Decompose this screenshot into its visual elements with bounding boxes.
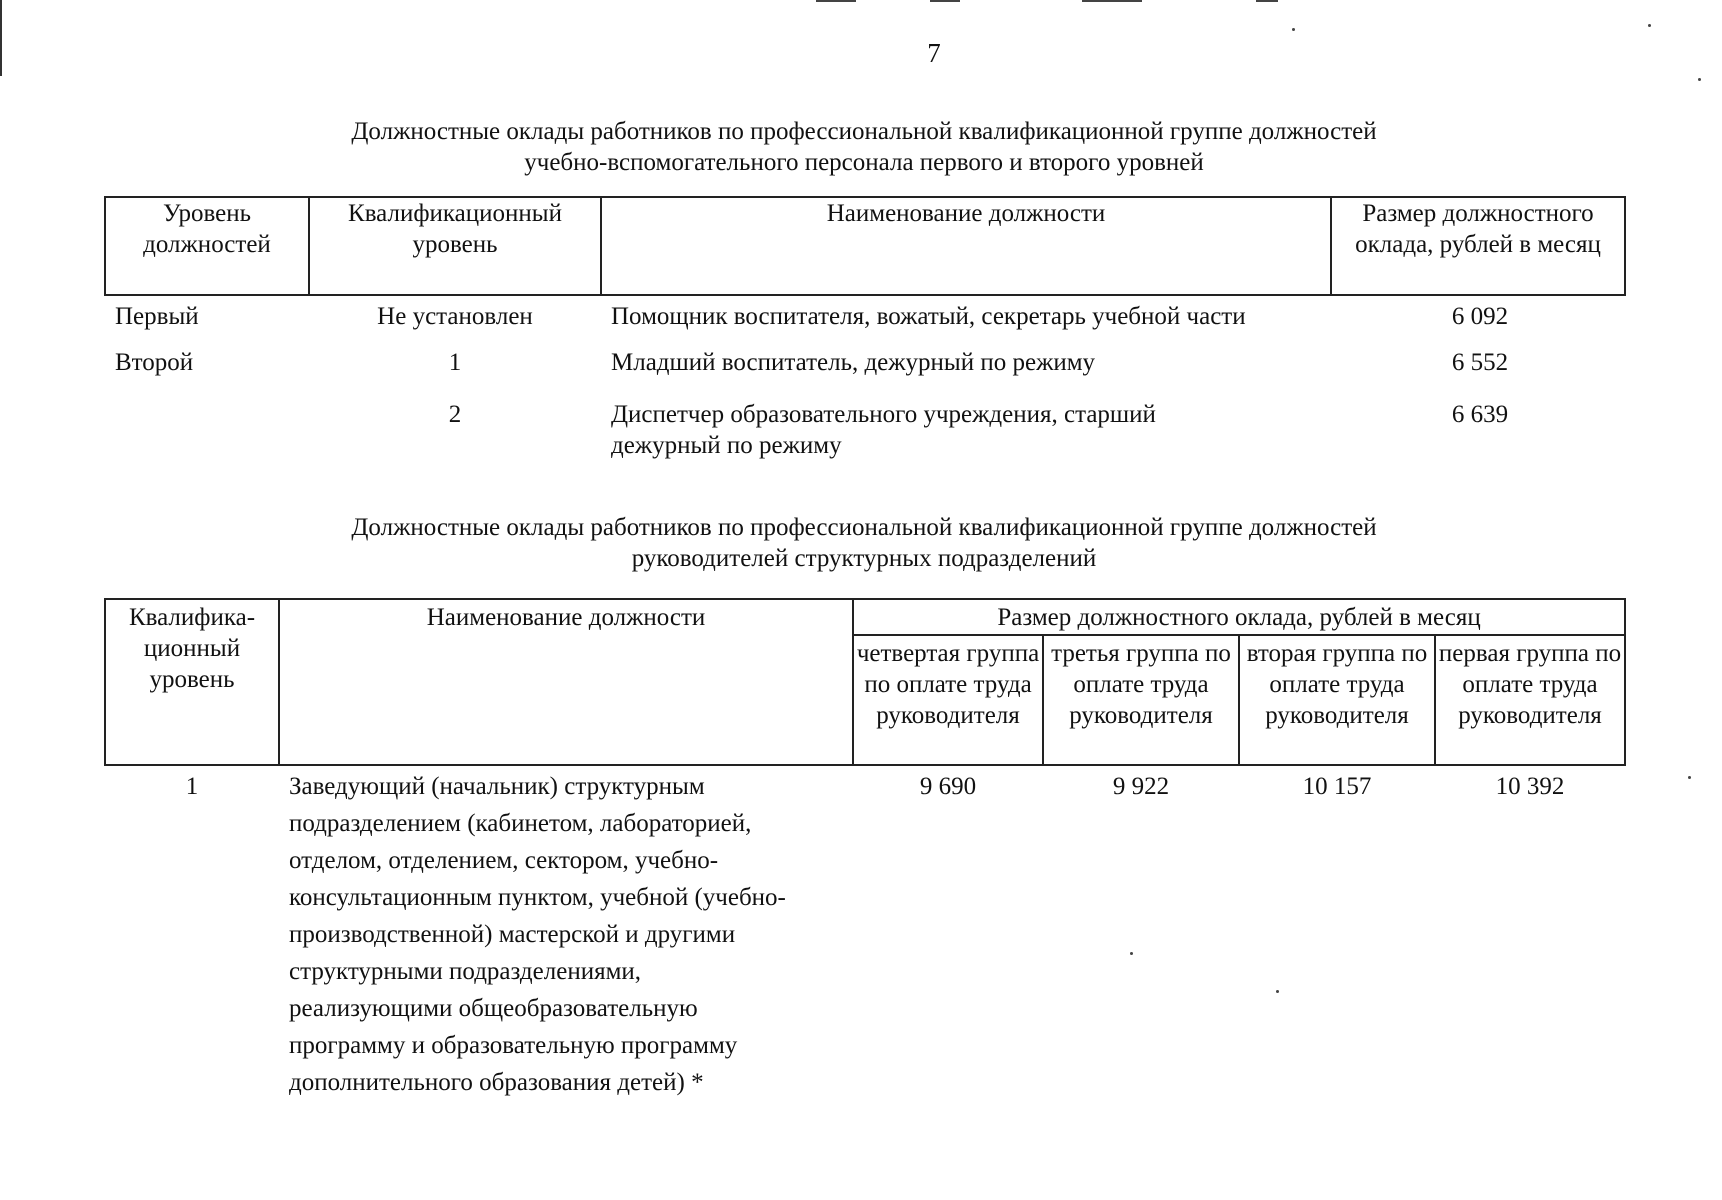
column-header-group2: вторая группа по оплате труда руководителя <box>1239 635 1435 765</box>
table-row <box>105 347 1625 399</box>
scan-speck <box>1648 24 1651 27</box>
cell-salary-group4: 9 690 <box>919 773 977 800</box>
column-header-level: Уровень должностей <box>105 197 309 295</box>
scan-speck <box>1292 28 1295 31</box>
cell-level: Первый <box>115 303 199 330</box>
column-header-group1: первая группа по оплате труда руководителя <box>1435 635 1625 765</box>
cell-salary-group2: 10 157 <box>1302 773 1372 800</box>
cell-salary-group3: 9 922 <box>1112 773 1170 800</box>
table-header-row <box>105 197 1625 295</box>
scan-artifact <box>1082 0 1142 2</box>
cell-level <box>105 399 309 463</box>
column-header-group4: четвертая группа по оплате труда руководителя <box>853 635 1043 765</box>
column-header-qualification: Квалифика-ционный уровень <box>105 599 279 765</box>
column-header-qualification: Квалификационный уровень <box>309 197 601 295</box>
column-header-salary-group: Размер должностного оклада, рублей в месяц <box>853 599 1625 635</box>
table-row <box>105 295 1625 347</box>
scan-artifact <box>1256 0 1278 2</box>
cell-qualification: Не установлен <box>377 303 533 330</box>
section-title-line: руководителей структурных подразделений <box>631 545 1097 572</box>
cell-position: Помощник воспитателя, вожатый, секретарь учебной части <box>611 303 1246 330</box>
salary-table-support-staff <box>104 196 1626 463</box>
column-header-position: Наименование должности <box>279 599 853 765</box>
table-row <box>105 399 1625 463</box>
table-header-row <box>105 599 1625 635</box>
column-header-group3: третья группа по оплате труда руководителя <box>1043 635 1239 765</box>
scan-speck <box>1688 776 1691 779</box>
cell-salary: 6 639 <box>1451 401 1509 428</box>
salary-table-department-heads <box>104 598 1626 1101</box>
cell-position: Диспетчер образовательного учреждения, старший дежурный по режиму <box>611 401 1156 459</box>
column-header-position: Наименование должности <box>601 197 1331 295</box>
cell-salary: 6 092 <box>1451 303 1509 330</box>
section-title <box>104 512 1624 574</box>
table-row <box>105 765 1625 1101</box>
section-title-line: учебно-вспомогательного персонала первого и второго уровней <box>524 149 1204 176</box>
column-header-salary: Размер должностного оклада, рублей в месяц <box>1331 197 1625 295</box>
cell-position: Младший воспитатель, дежурный по режиму <box>611 349 1096 376</box>
page-number: 7 <box>927 38 941 68</box>
cell-qualification: 2 <box>448 401 462 428</box>
cell-salary: 6 552 <box>1451 349 1509 376</box>
cell-qualification: 1 <box>185 773 199 800</box>
section-title <box>104 116 1624 178</box>
section-title-line: Должностные оклады работников по профессиональной квалификационной группе должностей <box>351 118 1377 145</box>
cell-level: Второй <box>115 349 194 376</box>
scan-speck <box>1698 78 1701 81</box>
scan-artifact <box>816 0 856 2</box>
cell-position: Заведующий (начальник) структурным подразделением (кабинетом, лабораторией, отделом, отделением, сектором, учебно-консультационным пунктом, учебной (учебно-производственной) мастерской и другими структурными подразделениями, реализующими общеобразовательную программу и образовательную программу дополнительного образования детей) * <box>289 773 786 1096</box>
section-title-line: Должностные оклады работников по профессиональной квалификационной группе должностей <box>351 514 1377 541</box>
cell-salary-group1: 10 392 <box>1495 773 1565 800</box>
cell-qualification: 1 <box>448 349 462 376</box>
scan-artifact <box>930 0 960 2</box>
